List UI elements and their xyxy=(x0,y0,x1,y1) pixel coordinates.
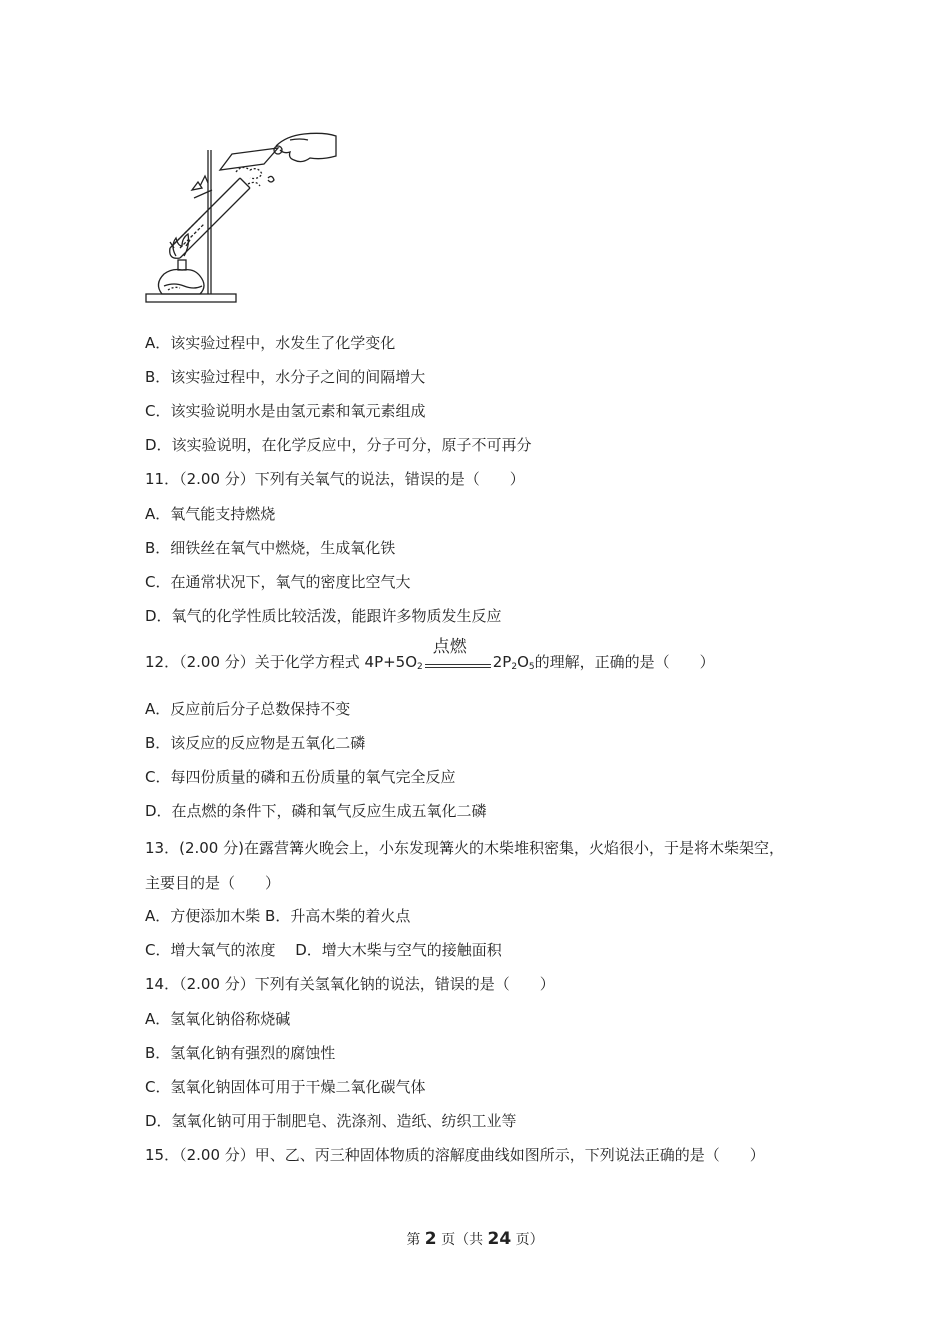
q15-stem: 15．（2.00 分）甲、乙、丙三种固体物质的溶解度曲线如图所示，下列说法正确的是（ ） xyxy=(145,1146,765,1164)
stand-base xyxy=(146,294,236,302)
footer-pre: 第 xyxy=(406,1232,425,1248)
q10-option-d: D．该实验说明，在化学反应中，分子可分，原子不可再分 xyxy=(145,436,532,454)
p-subscript: 2 xyxy=(511,662,518,672)
q13-options-line2: C．增大氧气的浓度 D．增大木柴与空气的接触面积 xyxy=(145,941,502,959)
footer-mid: 页（共 xyxy=(436,1232,488,1248)
q12-option-d: D．在点燃的条件下，磷和氧气反应生成五氧化二磷 xyxy=(145,802,487,820)
q14-option-c: C．氢氧化钠固体可用于干燥二氧化碳气体 xyxy=(145,1078,426,1096)
footer-post: 页） xyxy=(511,1232,544,1248)
product-o: O xyxy=(517,653,529,671)
q12-stem-prefix: 12．（2.00 分）关于化学方程式 4P+5O xyxy=(145,653,418,671)
q10-option-b: B．该实验过程中，水分子之间的间隔增大 xyxy=(145,368,426,386)
q12-option-a: A．反应前后分子总数保持不变 xyxy=(145,700,351,718)
product-2p: 2P xyxy=(492,653,512,671)
q13-stem-line1: 13．(2.00 分)在露营篝火晚会上，小东发现篝火的木柴堆积密集，火焰很小，于是将木柴架空， xyxy=(145,839,784,857)
o2-subscript: 2 xyxy=(417,662,423,672)
q11-stem: 11．（2.00 分）下列有关氧气的说法，错误的是（ ） xyxy=(145,470,525,488)
q14-option-d: D．氢氧化钠可用于制肥皂、洗涤剂、造纸、纺织工业等 xyxy=(145,1112,517,1130)
q10-option-c: C．该实验说明水是由氢元素和氧元素组成 xyxy=(145,402,426,420)
q14-option-b: B．氢氧化钠有强烈的腐蚀性 xyxy=(145,1044,336,1062)
footer-total-pages: 24 xyxy=(487,1229,512,1249)
q13-options-line1: A．方便添加木柴 B．升高木柴的着火点 xyxy=(145,907,411,925)
reaction-arrow xyxy=(423,637,493,672)
q13-stem-line2: 主要目的是（ ） xyxy=(145,874,281,892)
q12-stem xyxy=(145,637,715,677)
q12-option-c: C．每四份质量的磷和五份质量的氧气完全反应 xyxy=(145,768,456,786)
q14-stem: 14．（2.00 分）下列有关氢氧化钠的说法，错误的是（ ） xyxy=(145,975,555,993)
q14-option-a: A．氢氧化钠俗称烧碱 xyxy=(145,1010,291,1028)
q12-stem-suffix: 的理解，正确的是（ ） xyxy=(534,653,715,671)
footer-page-number: 2 xyxy=(424,1229,437,1249)
q11-option-a: A．氧气能支持燃烧 xyxy=(145,505,276,523)
q12-option-b: B．该反应的反应物是五氧化二磷 xyxy=(145,734,366,752)
experiment-apparatus-figure xyxy=(140,120,340,315)
q11-option-d: D．氧气的化学性质比较活泼，能跟许多物质发生反应 xyxy=(145,607,502,625)
page-footer xyxy=(0,1229,950,1250)
q11-option-c: C．在通常状况下，氧气的密度比空气大 xyxy=(145,573,411,591)
reaction-condition: 点燃 xyxy=(432,637,467,657)
o-subscript: 5 xyxy=(528,662,535,672)
q10-option-a: A．该实验过程中，水发生了化学变化 xyxy=(145,334,396,352)
q11-option-b: B．细铁丝在氧气中燃烧，生成氧化铁 xyxy=(145,539,396,557)
